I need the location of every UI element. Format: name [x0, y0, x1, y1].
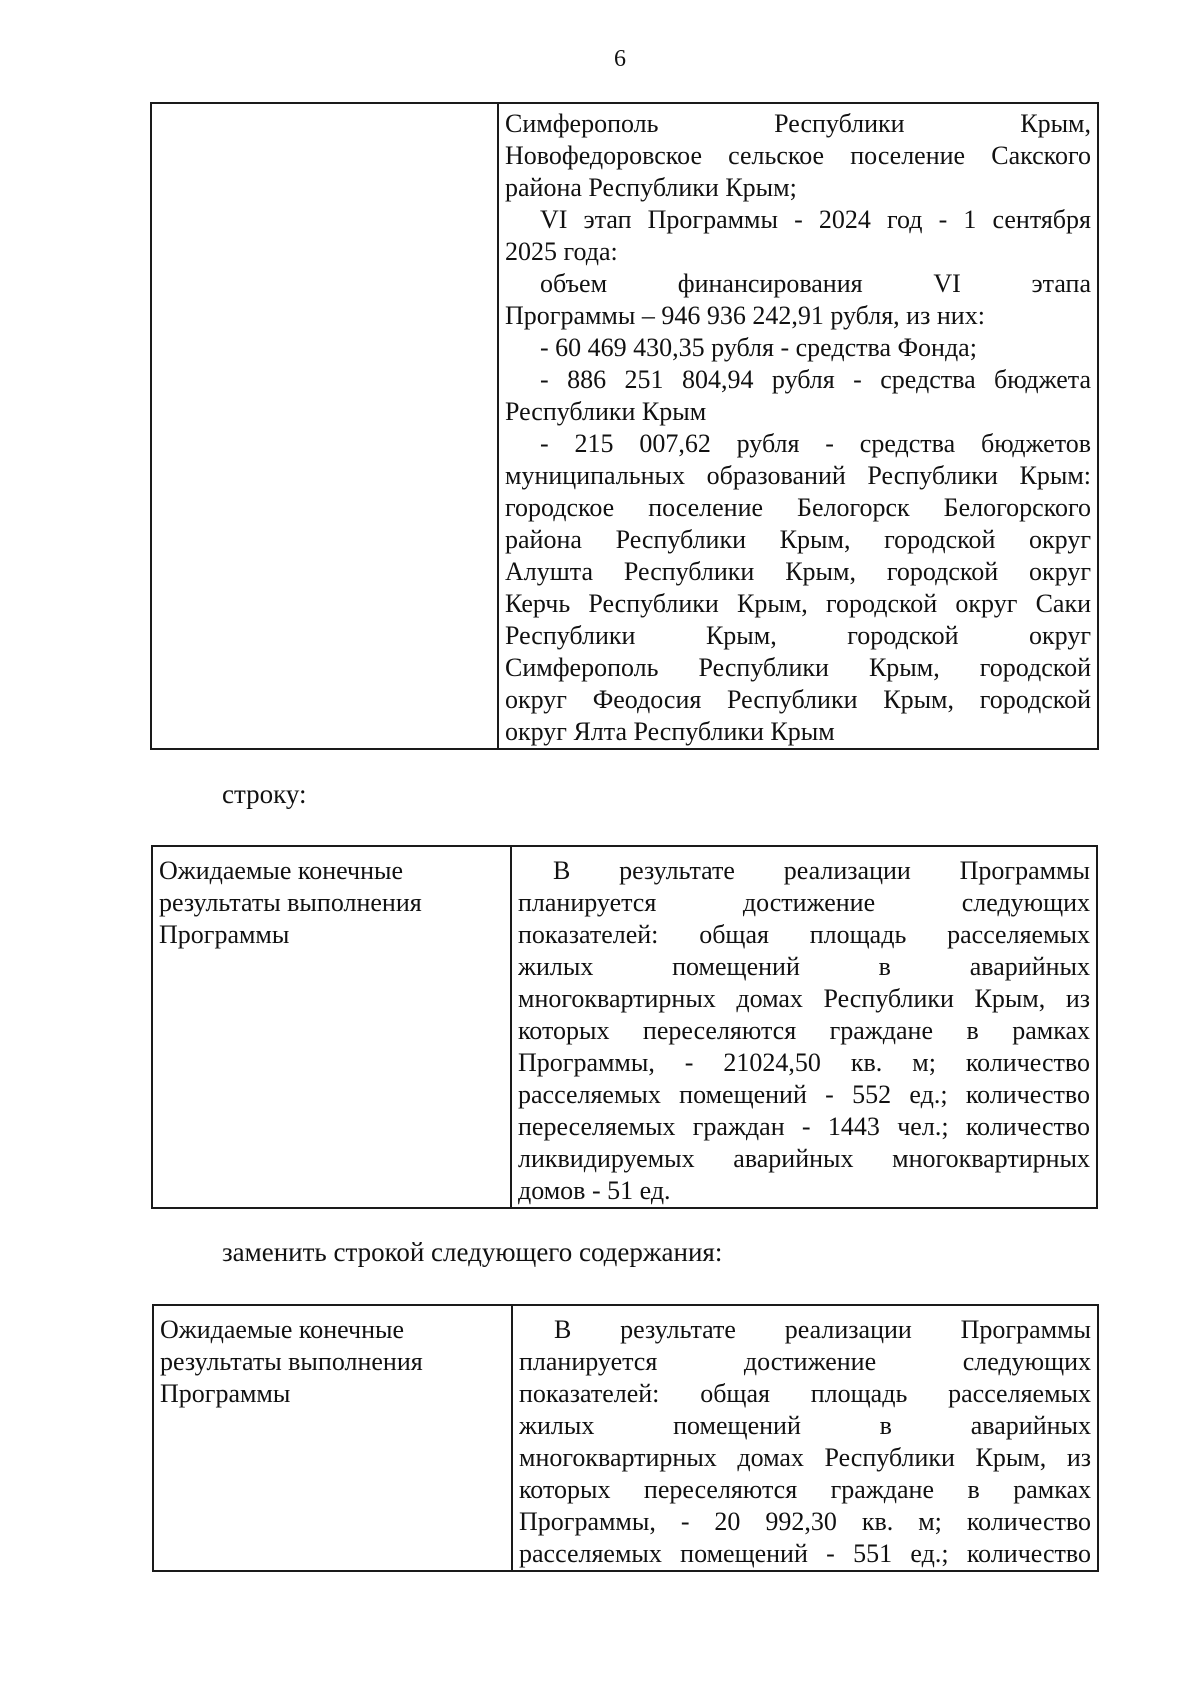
table-right-cell — [498, 103, 1098, 749]
continuation-table — [150, 102, 1099, 750]
table-line: района Республики Крым; — [505, 173, 797, 202]
stroke-label: строку: — [222, 779, 307, 809]
table-left-cell — [153, 1305, 512, 1571]
table-line: планируется достижение следующих — [518, 888, 1090, 917]
replace-label: заменить строкой следующего содержания: — [222, 1237, 723, 1267]
table-right-cell — [511, 846, 1097, 1208]
table-line: Алушта Республики Крым, городской округ — [505, 557, 1091, 586]
page-number: 6 — [614, 46, 626, 72]
table-line: Симферополь Республики Крым, городской — [505, 653, 1091, 682]
table-row — [153, 1305, 1098, 1571]
table-line: Программы – 946 936 242,91 рубля, из них: — [505, 301, 985, 330]
table-line: Программы, - 20 992,30 кв. м; количество — [519, 1507, 1091, 1536]
table-line: показателей: общая площадь расселяемых — [518, 920, 1090, 949]
table-line: городское поселение Белогорск Белогорского — [505, 493, 1091, 522]
table-line: планируется достижение следующих — [519, 1347, 1091, 1376]
table-left-cell — [151, 103, 498, 749]
table-line: Республики Крым — [505, 397, 707, 426]
table-line: которых переселяются граждане в рамках — [519, 1475, 1091, 1504]
table-line: многоквартирных домах Республики Крым, из — [518, 984, 1090, 1013]
table-line: Симферополь Республики Крым, — [505, 109, 1091, 138]
table-line: - 60 469 430,35 рубля - средства Фонда; — [540, 333, 977, 362]
table-line: домов - 51 ед. — [518, 1176, 671, 1205]
table-line: ликвидируемых аварийных многоквартирных — [518, 1144, 1090, 1173]
table-line: - 215 007,62 рубля - средства бюджетов — [540, 429, 1091, 458]
table-line: Программы, - 21024,50 кв. м; количество — [518, 1048, 1090, 1077]
table-line: муниципальных образований Республики Крым: — [505, 461, 1091, 490]
left-cell-line: результаты выполнения — [159, 888, 422, 917]
table-line: расселяемых помещений - 551 ед.; количество — [519, 1539, 1091, 1568]
table-line: показателей: общая площадь расселяемых — [519, 1379, 1091, 1408]
table-line: переселяемых граждан - 1443 чел.; количество — [518, 1112, 1090, 1141]
left-cell-line: Программы — [160, 1379, 291, 1408]
left-cell-line: результаты выполнения — [160, 1347, 423, 1376]
table-left-cell — [152, 846, 511, 1208]
table-line: которых переселяются граждане в рамках — [518, 1016, 1090, 1045]
table-line: многоквартирных домах Республики Крым, из — [519, 1443, 1091, 1472]
table-line: района Республики Крым, городской округ — [505, 525, 1091, 554]
table-line: Новофедоровское сельское поселение Сакского — [505, 141, 1091, 170]
table-line: Керчь Республики Крым, городской округ Саки — [505, 589, 1091, 618]
table-right-cell — [512, 1305, 1098, 1571]
table-row — [152, 846, 1097, 1208]
table-line: В результате реализации Программы — [553, 856, 1090, 885]
table-row — [151, 103, 1098, 749]
table-line: расселяемых помещений - 552 ед.; количество — [518, 1080, 1090, 1109]
table-line: жилых помещений в аварийных — [519, 1411, 1091, 1440]
left-cell-line: Ожидаемые конечные — [159, 856, 404, 885]
table-line: жилых помещений в аварийных — [518, 952, 1090, 981]
table-line: В результате реализации Программы — [554, 1315, 1091, 1344]
table-line: Республики Крым, городской округ — [505, 621, 1091, 650]
table-line: - 886 251 804,94 рубля - средства бюджета — [540, 365, 1091, 394]
table-line: VI этап Программы - 2024 год - 1 сентября — [540, 205, 1091, 234]
table-line: округ Ялта Республики Крым — [505, 717, 835, 746]
table-line: округ Феодосия Республики Крым, городской — [505, 685, 1091, 714]
table-line: 2025 года: — [505, 237, 618, 266]
left-cell-line: Программы — [159, 920, 290, 949]
old-row-table — [151, 845, 1098, 1209]
left-cell-line: Ожидаемые конечные — [160, 1315, 405, 1344]
table-line: объем финансирования VI этапа — [540, 269, 1091, 298]
new-row-table — [152, 1304, 1099, 1572]
